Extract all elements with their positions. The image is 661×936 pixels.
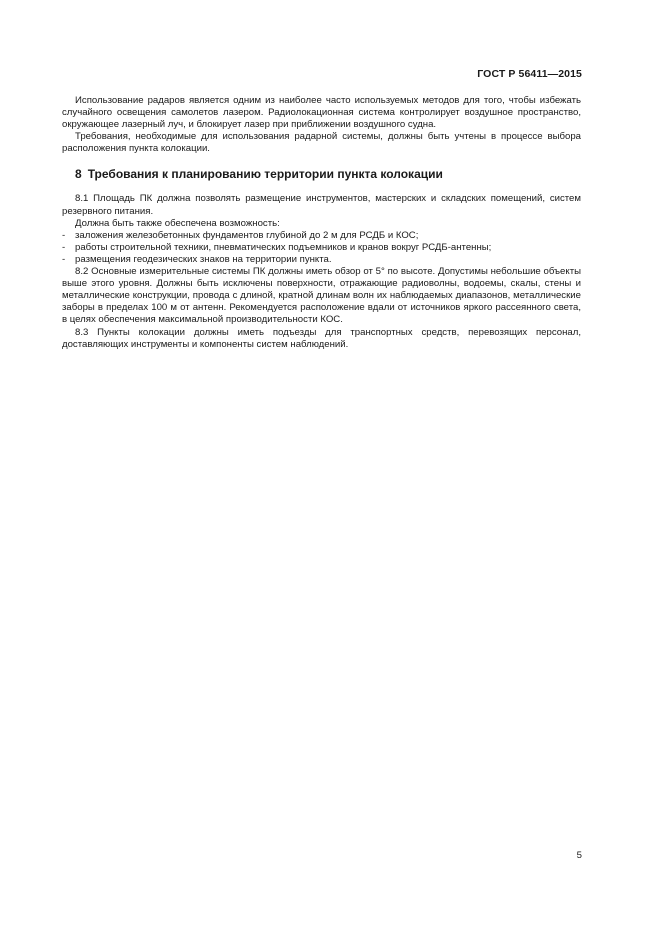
page-number: 5 [576,850,582,861]
list-dash: - [62,229,66,241]
section-heading [62,167,581,181]
list-item-text: размещения геодезических знаков на территории пункта. [75,253,332,265]
section-title-text: Требования к планированию территории пункта колокации [87,167,443,182]
spacer [62,155,581,167]
paragraph-radar-requirements: Требования, необходимые для использования радарной системы, должны быть учтены в процессе выбора расположения пункта колокации. [62,131,581,155]
list-dash: - [62,241,66,253]
paragraph-8-1-also: Должна быть также обеспечена возможность: [75,217,280,229]
list-item [62,242,581,254]
section-number: 8 [75,167,82,182]
spacer [62,181,581,193]
paragraph-radar-usage: Использование радаров является одним из наиболее часто используемых методов для того, чтобы избежать случайного освещения самолетов лазером. Радиолокационная система контролирует воздушное пространство, окружающее лазерный луч, и блокирует лазер при приближении воздушного судна. [62,95,581,131]
paragraph-8-2: 8.2 Основные измерительные системы ПК должны иметь обзор от 5° по высоте. Допустимы небольшие объекты выше этого уровня. Должны быть исключены поверхности, отражающие радиоволны, водоемы, скалы, стены и металлические конструкции, провода с длиной, кратной длинам волн их наблюдаемых диапазонов, металлические заборы в пределах 100 м от антенн. Рекомендуется расположение вдали от источников яркого рассеянного света, в целях обеспечения максимальной производительности КОС. [62,266,581,326]
document-code: ГОСТ Р 56411—2015 [477,68,582,80]
paragraph-8-3: 8.3 Пункты колокации должны иметь подъезды для транспортных средств, перевозящих персонал, доставляющих инструменты и компоненты систем наблюдений. [62,326,581,350]
list-item-text: заложения железобетонных фундаментов глубиной до 2 м для РСДБ и КОС; [75,229,419,241]
list-item [62,230,581,242]
list-item [62,254,581,266]
requirements-list [62,230,581,266]
list-dash: - [62,253,66,265]
paragraph-8-1: 8.1 Площадь ПК должна позволять размещение инструментов, мастерских и складских помещений, систем резервного питания. [62,193,581,217]
list-item-text: работы строительной техники, пневматических подъемников и кранов вокруг РСДБ-антенны; [75,241,492,253]
page-body [62,95,581,351]
